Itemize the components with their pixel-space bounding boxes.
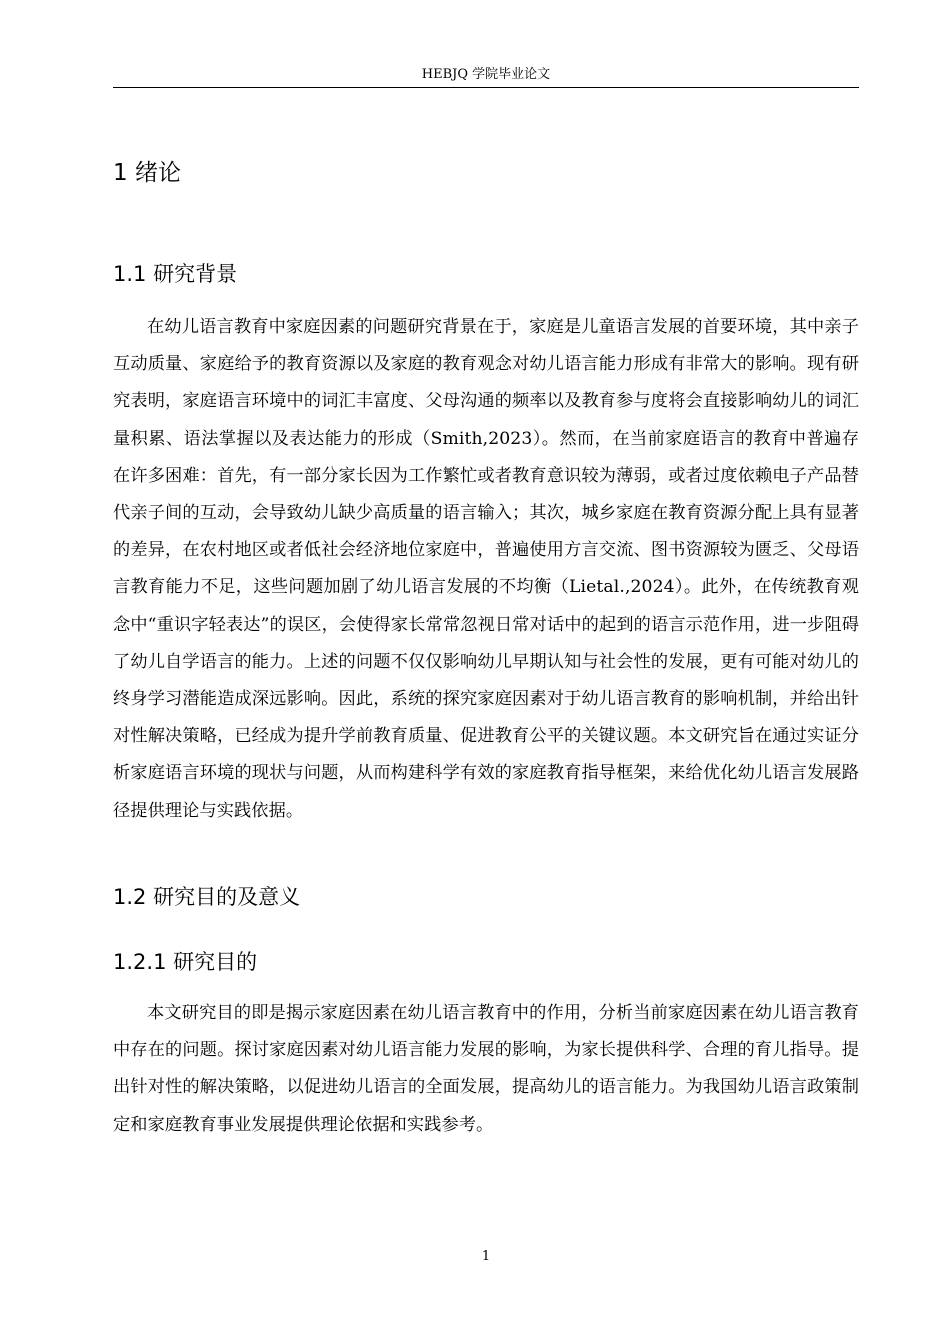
section-title-purpose: 1.2 研究目的及意义	[113, 885, 301, 909]
header-rule	[113, 87, 859, 88]
page-number: 1	[481, 1249, 491, 1264]
section-title-background: 1.1 研究背景	[113, 262, 238, 286]
subsection-title-goal: 1.2.1 研究目的	[113, 950, 258, 974]
page-header: HEBJQ 学院毕业论文	[421, 67, 551, 82]
goal-paragraph: 本文研究目的即是揭示家庭因素在幼儿语言教育中的作用，分析当前家庭因素在幼儿语言教育中存在的问题。探讨家庭因素对幼儿语言能力发展的影响，为家长提供科学、合理的育儿指导。提出针对性的解决策略，以促进幼儿语言的全面发展，提高幼儿的语言能力。为我国幼儿语言政策制定和家庭教育事业发展提供理论依据和实践参考。	[113, 1003, 859, 1135]
background-paragraph: 在幼儿语言教育中家庭因素的问题研究背景在于，家庭是儿童语言发展的首要环境，其中亲子互动质量、家庭给予的教育资源以及家庭的教育观念对幼儿语言能力形成有非常大的影响。现有研究表明，家庭语言环境中的词汇丰富度、父母沟通的频率以及教育参与度将会直接影响幼儿的词汇量积累、语法掌握以及表达能力的形成（Smith,2023）。然而，在当前家庭语言的教育中普遍存在许多困难：首先，有一部分家长因为工作繁忙或者教育意识较为薄弱，或者过度依赖电子产品替代亲子间的互动，会导致幼儿缺少高质量的语言输入；其次，城乡家庭在教育资源分配上具有显著的差异，在农村地区或者低社会经济地位家庭中，普遍使用方言交流、图书资源较为匮乏、父母语言教育能力不足，这些问题加剧了幼儿语言发展的不均衡（Lietal.,2024）。此外，在传统教育观念中“重识字轻表达”的误区，会使得家长常常忽视日常对话中的起到的语言示范作用，进一步阻碍了幼儿自学语言的能力。上述的问题不仅仅影响幼儿早期认知与社会性的发展，更有可能对幼儿的终身学习潜能造成深远影响。因此，系统的探究家庭因素对于幼儿语言教育的影响机制，并给出针对性解决策略，已经成为提升学前教育质量、促进教育公平的关键议题。本文研究旨在通过实证分析家庭语言环境的现状与问题，从而构建科学有效的家庭教育指导框架，来给优化幼儿语言发展路径提供理论与实践依据。	[113, 317, 859, 821]
chapter-title: 1 绪论	[113, 160, 181, 186]
